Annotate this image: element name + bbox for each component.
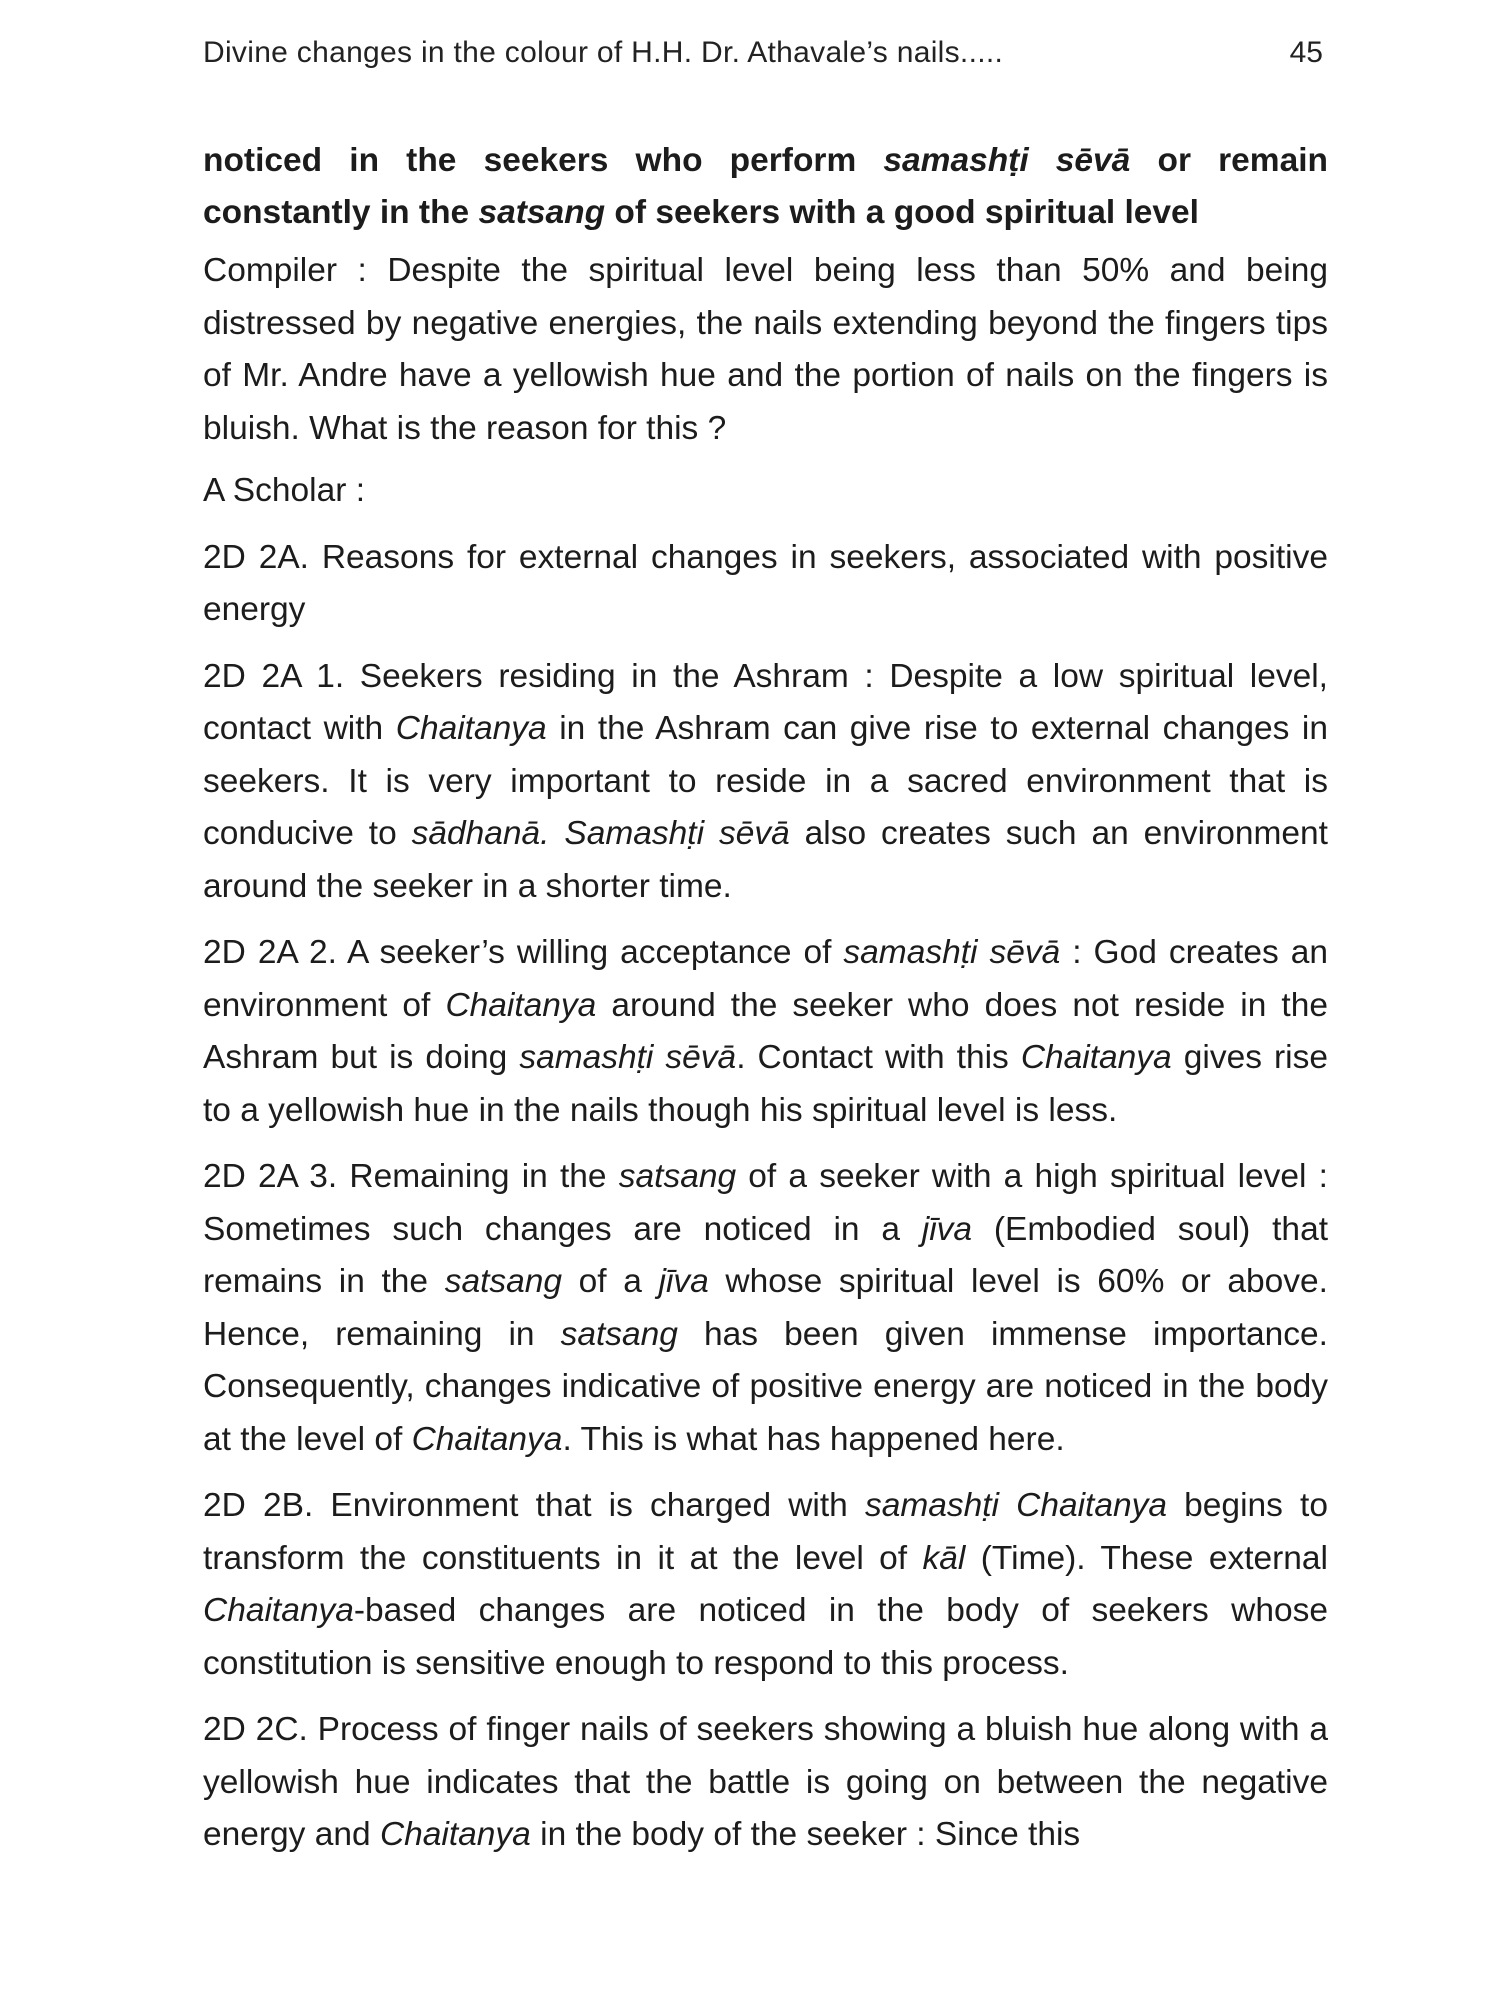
- italic-term: samashṭi sēvā: [519, 1039, 737, 1076]
- text-run: : God creates an environment of: [203, 934, 1328, 1024]
- italic-term: Chaitanya: [411, 1420, 563, 1458]
- text-run: 2D 2A 1. Seekers residing in the Ashram : Despite a low spiritual level, contact with: [203, 657, 1328, 747]
- text-run: has been given immense importance. Consequently, changes indicative of positive energy are noticed in the body at the level of: [203, 1315, 1328, 1458]
- text-run: of a seeker with a high spiritual level : Sometimes such changes are noticed in a: [203, 1158, 1328, 1248]
- text-run: around the seeker who does not reside in the Ashram but is doing: [203, 986, 1329, 1076]
- text-run: . Contact with this: [736, 1039, 1021, 1076]
- text-run: begins to transform the constituents in it at the level of: [203, 1487, 1328, 1577]
- subsection-2d-2c: [203, 1704, 1328, 1862]
- text-run: 2D 2A. Reasons for external changes in seekers, associated with positive energy: [203, 538, 1328, 628]
- scholar-label: [203, 465, 1328, 518]
- page-number: 45: [1289, 36, 1323, 69]
- text-run: or remain constantly in the: [203, 142, 1328, 231]
- page-body: [203, 135, 1328, 1862]
- subsection-2d-2a: [203, 532, 1328, 637]
- subsection-2d-2b: [203, 1480, 1328, 1690]
- italic-term: Chaitanya: [395, 710, 547, 747]
- subsection-2d-2a-1: [203, 651, 1328, 914]
- running-header: [203, 36, 1323, 76]
- text-run: of seekers with a good spiritual level: [605, 194, 1199, 231]
- text-run: . This is what has happened here.: [562, 1420, 1065, 1458]
- text-run: A Scholar :: [203, 472, 366, 509]
- italic-term: satsang: [478, 194, 606, 231]
- text-run: in the Ashram can give rise to external changes in seekers. It is very important to reside in a sacred environment that is conducive to: [203, 710, 1328, 852]
- italic-term: samashṭi Chaitanya: [864, 1487, 1168, 1524]
- subsection-2d-2a-3: [203, 1151, 1328, 1466]
- italic-term: kāl: [922, 1539, 966, 1577]
- section-heading-continued: [203, 135, 1328, 239]
- italic-term: samashṭi sēvā: [883, 142, 1131, 179]
- compiler-question: [203, 245, 1328, 455]
- running-header-title: Divine changes in the colour of H.H. Dr. Athavale’s nails.....: [203, 36, 1004, 69]
- italic-term: satsang: [444, 1263, 563, 1300]
- text-run: (Embodied soul) that remains in the: [203, 1210, 1329, 1300]
- italic-term: Chaitanya: [203, 1592, 354, 1629]
- italic-term: samashṭi sēvā: [843, 934, 1061, 971]
- text-run: noticed in the seekers who perform: [203, 142, 884, 179]
- text-run: in the body of the seeker : Since this: [530, 1816, 1081, 1853]
- text-run: also creates such an environment around the seeker in a shorter time.: [203, 815, 1328, 905]
- text-run: -based changes are noticed in the body of seekers whose constitution is sensitive enough to respond to this process.: [203, 1592, 1328, 1682]
- italic-term: sādhanā. Samashṭi sēvā: [411, 815, 790, 852]
- italic-term: satsang: [560, 1315, 678, 1353]
- italic-term: Chaitanya: [445, 986, 597, 1024]
- text-run: 2D 2A 3. Remaining in the: [203, 1158, 619, 1195]
- text-run: gives rise to a yellowish hue in the nails though his spiritual level is less.: [203, 1039, 1328, 1129]
- italic-term: Chaitanya: [1020, 1039, 1172, 1076]
- italic-term: Chaitanya: [379, 1816, 531, 1853]
- subsection-2d-2a-2: [203, 927, 1328, 1137]
- text-run: of a: [562, 1263, 659, 1300]
- italic-term: jīva: [658, 1263, 709, 1300]
- text-run: 2D 2B. Environment that is charged with: [203, 1487, 865, 1524]
- text-run: Compiler : Despite the spiritual level being less than 50% and being distressed by negative energies, the nails extending beyond the fingers tips of Mr. Andre have a yellowish hue and the portion of nails on the fingers is bluish. What is the reason for this ?: [203, 252, 1328, 447]
- italic-term: satsang: [618, 1158, 737, 1195]
- italic-term: jīva: [921, 1210, 973, 1248]
- text-run: (Time). These external: [965, 1539, 1329, 1577]
- text-run: 2D 2A 2. A seeker’s willing acceptance of: [203, 934, 844, 971]
- text-run: whose spiritual level is 60% or above. Hence, remaining in: [203, 1263, 1328, 1353]
- text-run: 2D 2C. Process of finger nails of seekers showing a bluish hue along with a yellowish hue indicates that the battle is going on between the negative energy and: [203, 1711, 1328, 1853]
